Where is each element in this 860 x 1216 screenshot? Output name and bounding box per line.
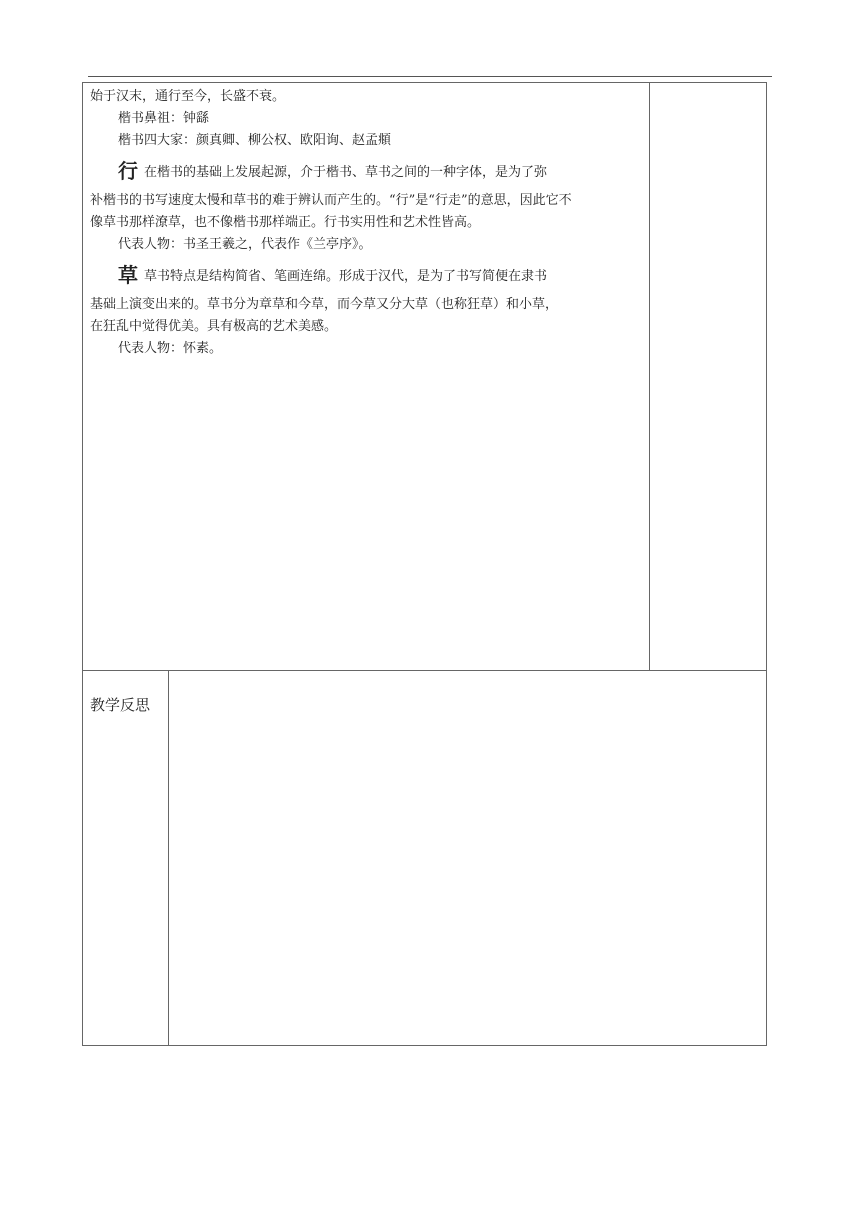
xing-paragraph-first-line: [90, 160, 642, 184]
cao-heading-char: 草: [118, 263, 138, 287]
cao-line-2: 基础上演变出来的。草书分为章草和今草，而今草又分大草（也称狂草）和小草，: [90, 297, 559, 312]
cao-line-1: 草书特点是结构简省、笔画连绵。形成于汉代，是为了书写简便在隶书: [144, 269, 548, 284]
table-border-top: [82, 82, 767, 83]
table-row-divider: [82, 670, 767, 671]
intro-line: 始于汉末，通行至今，长盛不衰。: [90, 89, 286, 104]
xing-heading-char: 行: [118, 159, 138, 183]
xing-line-2: 补楷书的书写速度太慢和草书的难于辨认而产生的。“行”是“行走”的意思，因此它不: [90, 193, 572, 208]
cao-representative: 代表人物：怀素。: [118, 341, 223, 356]
teaching-reflection-label: 教学反思: [90, 696, 151, 714]
page-header-rule: [88, 76, 772, 77]
table-column-divider-top: [649, 82, 650, 671]
cao-line-3: 在狂乱中觉得优美。具有极高的艺术美感。: [90, 319, 338, 334]
xing-representative: 代表人物：书圣王羲之，代表作《兰亭序》。: [118, 237, 372, 252]
table-column-divider-bottom: [168, 670, 169, 1046]
cao-paragraph-first-line: [90, 264, 642, 288]
table-border-bottom: [82, 1045, 767, 1046]
xing-line-1: 在楷书的基础上发展起源，介于楷书、草书之间的一种字体，是为了弥: [144, 165, 548, 180]
kaishu-ancestor-line: 楷书鼻祖：钟繇: [118, 111, 210, 126]
kaishu-masters-line: 楷书四大家：颜真卿、柳公权、欧阳询、赵孟頫: [118, 133, 392, 148]
lesson-content-cell: [90, 86, 642, 360]
table-border-left: [82, 82, 83, 1046]
table-border-right: [766, 82, 767, 1046]
xing-line-3: 像草书那样潦草，也不像楷书那样端正。行书实用性和艺术性皆高。: [90, 215, 481, 230]
